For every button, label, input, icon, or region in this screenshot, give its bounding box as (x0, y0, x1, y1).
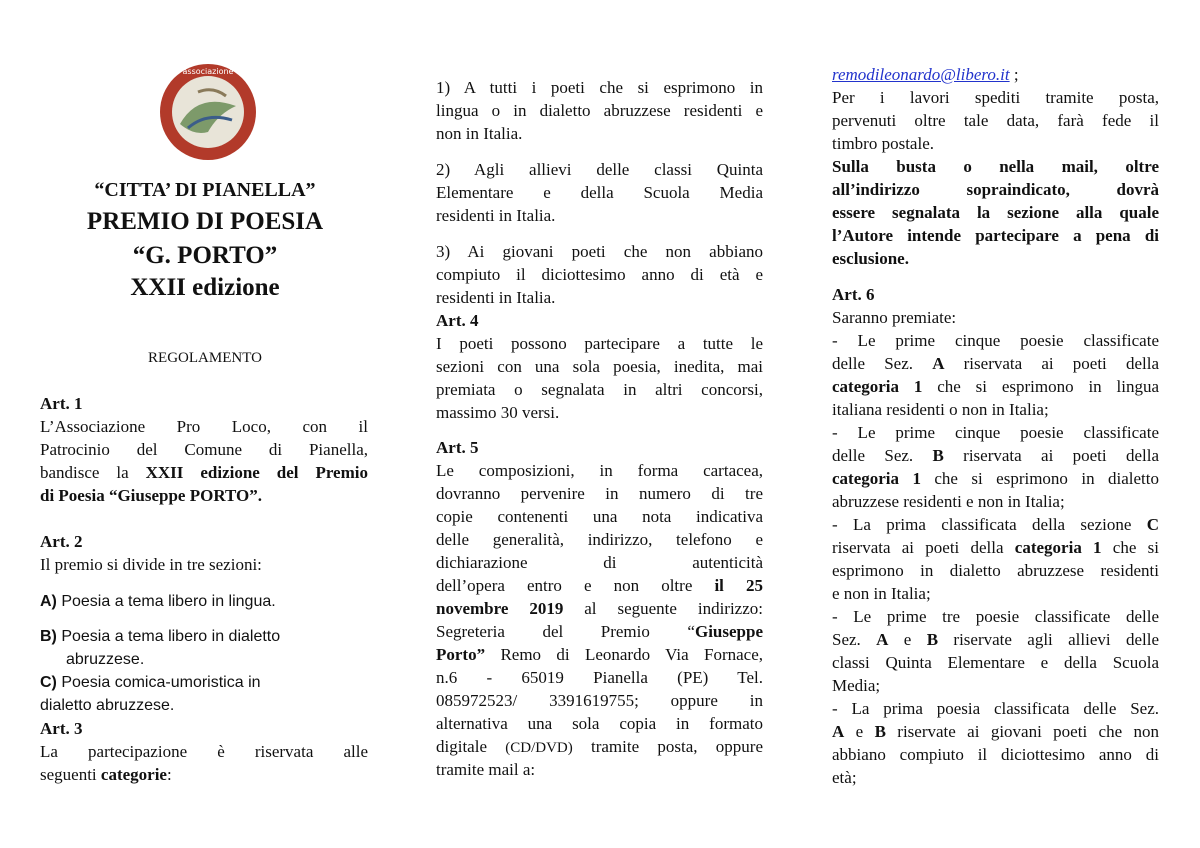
email-line: remodileonardo@libero.it ; (832, 65, 1019, 84)
art5-line: n.6 - 65019 Pianella (PE) Tel. (436, 668, 763, 687)
section-c-cont: dialetto abruzzese. (40, 697, 175, 714)
post-line: timbro postale. (832, 134, 934, 153)
regolamento-heading: REGOLAMENTO (148, 350, 262, 366)
prize-line: delle Sez. B riservata ai poeti della (832, 446, 1159, 465)
prize-line: classi Quinta Elementare e della Scuola (832, 653, 1159, 672)
section-a: A) Poesia a tema libero in lingua. (40, 593, 276, 610)
art5-line: alternativa una sola copia in formato (436, 714, 763, 733)
art5-line: Segreteria del Premio “Giuseppe (436, 622, 763, 641)
prize-line: esprimono in dialetto abruzzese residenti (832, 561, 1159, 580)
prize-line: italiana residenti o non in Italia; (832, 400, 1049, 419)
logo-text: associazione (182, 67, 234, 76)
art5-line: digitale (CD/DVD) tramite posta, oppure (436, 737, 763, 756)
post-line: Per i lavori spediti tramite posta, (832, 88, 1159, 107)
art5-title: Art. 5 (436, 438, 479, 457)
prize-line: - Le prime cinque poesie classificate (832, 331, 1159, 350)
art1-title: Art. 1 (40, 394, 83, 413)
prize-line: e non in Italia; (832, 584, 931, 603)
art1-line: L’Associazione Pro Loco, con il (40, 417, 368, 436)
art4-line: I poeti possono partecipare a tutte le (436, 334, 763, 353)
prize-line: Media; (832, 676, 881, 695)
email-link[interactable]: remodileonardo@libero.it (832, 65, 1010, 84)
category-1-line: non in Italia. (436, 124, 523, 143)
art6-title: Art. 6 (832, 285, 875, 304)
warning-line: essere segnalata la sezione alla quale (832, 203, 1159, 222)
art1-line: di Poesia “Giuseppe PORTO”. (40, 486, 263, 505)
title-porto: “G. PORTO” (132, 242, 278, 269)
category-2-line: Elementare e della Scuola Media (436, 183, 763, 202)
category-2-line: residenti in Italia. (436, 206, 556, 225)
prize-line: delle Sez. A riservata ai poeti della (832, 354, 1159, 373)
category-1-line: 1) A tutti i poeti che si esprimono in (436, 78, 763, 97)
art4-line: massimo 30 versi. (436, 403, 560, 422)
art4-line: sezioni con una sola poesia, inedita, mai (436, 357, 763, 376)
category-3-line: compiuto il diciottesimo anno di età e (436, 265, 763, 284)
title-prize: PREMIO DI POESIA (86, 208, 324, 235)
art6-intro: Saranno premiate: (832, 308, 957, 327)
section-b-cont: abruzzese. (66, 651, 145, 668)
category-2-line: 2) Agli allievi delle classi Quinta (436, 160, 763, 179)
section-b: B) Poesia a tema libero in dialetto (40, 628, 281, 645)
post-line: pervenuti oltre tale data, farà fede il (832, 111, 1159, 130)
art5-line: Porto” Remo di Leonardo Via Fornace, (436, 645, 763, 664)
warning-line: Sulla busta o nella mail, oltre (832, 157, 1159, 176)
title-city: “CITTA’ DI PIANELLA” (94, 179, 316, 201)
prize-line: categoria 1 che si esprimono in dialetto (832, 469, 1159, 488)
prize-line: - Le prime cinque poesie classificate (832, 423, 1159, 442)
category-1-line: lingua o in dialetto abruzzese residenti e (436, 101, 763, 120)
art4-title: Art. 4 (436, 311, 479, 330)
art4-line: premiata o segnalata in altri concorsi, (436, 380, 763, 399)
prize-line: categoria 1 che si esprimono in lingua (832, 377, 1159, 396)
art3-line: seguenti categorie: (40, 765, 172, 784)
art5-line: dell’opera entro e non oltre il 25 (436, 576, 763, 595)
art5-line: dichiarazione di autenticità (436, 553, 763, 572)
title-edition: XXII edizione (130, 274, 280, 301)
art5-line: Le composizioni, in forma cartacea, (436, 461, 763, 480)
art5-line: delle generalità, indirizzo, telefono e (436, 530, 763, 549)
prize-line: - La prima classificata della sezione C (832, 515, 1159, 534)
art1-line: bandisce la XXII edizione del Premio (40, 463, 368, 482)
art5-line: 085972523/ 3391619755; oppure in (436, 691, 763, 710)
art3-title: Art. 3 (40, 719, 83, 738)
art5-line: novembre 2019 al seguente indirizzo: (436, 599, 763, 618)
art2-intro: Il premio si divide in tre sezioni: (40, 555, 262, 574)
art3-line: La partecipazione è riservata alle (40, 742, 368, 761)
category-3-line: 3) Ai giovani poeti che non abbiano (436, 242, 763, 261)
section-c: C) Poesia comica-umoristica in (40, 674, 261, 691)
category-3-line: residenti in Italia. (436, 288, 556, 307)
art5-line: tramite mail a: (436, 760, 536, 779)
prize-line: età; (832, 768, 857, 787)
prize-line: abruzzese residenti e non in Italia; (832, 492, 1065, 511)
art1-line: Patrocinio del Comune di Pianella, (40, 440, 368, 459)
warning-line: l’Autore intende partecipare a pena di (832, 226, 1159, 245)
prize-line: abbiano compiuto il diciottesimo anno di (832, 745, 1159, 764)
prize-line: riservata ai poeti della categoria 1 che si (832, 538, 1159, 557)
prize-line: Sez. A e B riservate agli allievi delle (832, 630, 1159, 649)
art2-title: Art. 2 (40, 532, 83, 551)
warning-line: esclusione. (832, 249, 909, 268)
prize-line: - La prima poesia classificata delle Sez. (832, 699, 1159, 718)
prize-line: A e B riservate ai giovani poeti che non (832, 722, 1159, 741)
art5-line: dovranno pervenire in numero di tre (436, 484, 763, 503)
association-seal-logo (158, 62, 258, 162)
prize-line: - Le prime tre poesie classificate delle (832, 607, 1159, 626)
art5-line: copie contenenti una nota indicativa (436, 507, 763, 526)
warning-line: all’indirizzo sopraindicato, dovrà (832, 180, 1159, 199)
